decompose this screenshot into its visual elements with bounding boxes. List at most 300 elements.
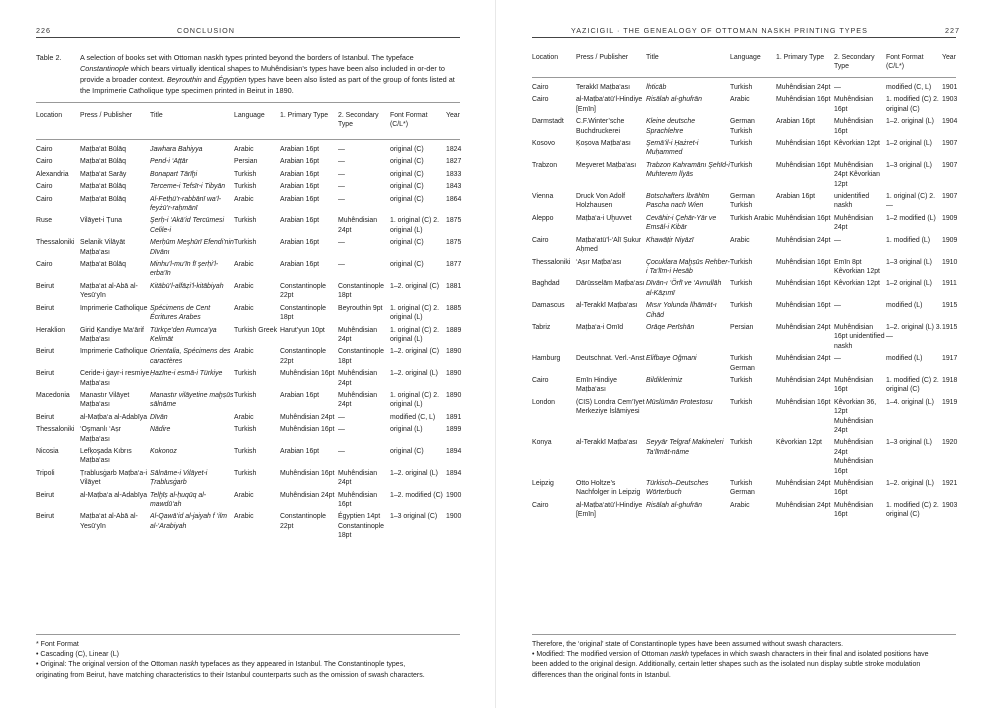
table-caption bbox=[36, 52, 460, 96]
table-row bbox=[532, 498, 964, 520]
table-cell: Muhêndisian 16pt bbox=[834, 501, 874, 519]
table-cell: Constantinople 22pt bbox=[280, 348, 326, 365]
table-cell: 1. modified (C) 2. original (C) bbox=[886, 501, 939, 519]
table-cell: Beirut bbox=[36, 513, 55, 521]
table-cell: 1907 bbox=[942, 193, 958, 201]
table-cell: Al-Fetḥü’r-rabbānī wa’l-feyżü’r-raḥmānī bbox=[150, 195, 222, 213]
table-cell: 1–2. original (L) bbox=[886, 118, 934, 126]
table-cell: Arabian 16pt bbox=[280, 391, 320, 399]
footnote-line: • Original: The original version of the Ottoman naskh typefaces as they appeared in Istanbul. The Constantinople types, bbox=[36, 661, 406, 669]
table-cell: — bbox=[338, 170, 345, 178]
table-cell: — bbox=[338, 239, 345, 247]
table-cell: Nicosia bbox=[36, 447, 59, 455]
column-header: Language bbox=[234, 112, 265, 119]
table-cell: Arabic bbox=[234, 513, 254, 521]
table-cell: Türkisch–Deutsches Wörterbuch bbox=[646, 480, 709, 497]
table-cell: Muhêndisian 16pt bbox=[280, 370, 335, 378]
table-cell: Muhêndisian 16pt bbox=[776, 280, 831, 288]
running-title: YAZICIGIL · THE GENEALOGY OF OTTOMAN NASKH PRINTING TYPES bbox=[571, 26, 868, 35]
table-cell: — bbox=[834, 302, 841, 310]
table-cell: Orāqe Perīshān bbox=[646, 323, 695, 331]
column-header: 2. Secondary Type bbox=[338, 112, 379, 129]
table-cell: Turkish German bbox=[730, 355, 755, 372]
table-cell: Arabic bbox=[234, 304, 254, 312]
table-cell: Constantinople 18pt bbox=[338, 282, 384, 300]
table-cell: Cairo bbox=[36, 158, 53, 166]
table-cell: Lefḳoşada Kıbrıs Maṭba‘ası bbox=[80, 447, 132, 465]
table-row bbox=[532, 136, 964, 158]
table-cell: original (C) bbox=[390, 170, 424, 178]
table-cell: Cairo bbox=[532, 96, 549, 104]
table-row bbox=[532, 320, 964, 351]
table-cell: Kêvorkian 36, 12pt Muhêndisian 24pt bbox=[834, 398, 877, 434]
table-cell: Cairo bbox=[36, 195, 53, 203]
header-divider bbox=[36, 139, 460, 140]
footnote-rule bbox=[36, 634, 460, 635]
table-cell: Muhêndisian 24pt bbox=[338, 326, 378, 343]
table-cell: Turkish bbox=[234, 447, 257, 455]
table-cell: Pend-i ‘Aṭṭār bbox=[150, 158, 188, 166]
table-cell: Cevāhir-i Çehār-Yār ve Emsāl-i Kibār bbox=[646, 214, 717, 232]
table-cell: Ḳoṣova Maṭba‘ası bbox=[576, 140, 631, 148]
table-cell: İhticāb bbox=[646, 84, 667, 91]
page-number: 227 bbox=[945, 26, 960, 35]
table-cell: Terakkī Maṭba‘ası bbox=[576, 84, 630, 91]
table-cell: Arabic bbox=[234, 282, 254, 290]
header-rule bbox=[36, 37, 460, 38]
table-row bbox=[36, 279, 468, 301]
table-cell: London bbox=[532, 398, 555, 406]
table-cell: 1915 bbox=[942, 323, 958, 331]
table-cell: 1. original (C) 2. — bbox=[886, 193, 936, 210]
footnote-line: originating from Beirut, have matching characteristics to their Istanbul counterparts such as the omission of swash characters. bbox=[36, 671, 425, 679]
table-cell: Arabian 16pt bbox=[280, 195, 320, 203]
table-cell: al-Maṭba‘atü’l-Hindiye [Emīn] bbox=[576, 96, 643, 113]
table-cell: 1917 bbox=[942, 355, 958, 363]
table-cell: Deutschnat. Verl.-Anst bbox=[576, 355, 645, 363]
table-cell: 1. modified (C) 2. original (C) bbox=[886, 96, 939, 113]
table-label: Table 2. bbox=[36, 53, 62, 62]
caption-rule bbox=[36, 102, 460, 103]
table-row bbox=[532, 351, 964, 373]
table-row bbox=[36, 509, 468, 540]
table-cell: Seyyār Telgraf Makineleri Ta‘līmāt-nāme bbox=[646, 439, 724, 456]
table-cell: Imprimerie Catholique bbox=[80, 348, 148, 356]
table-cell: Konya bbox=[532, 439, 552, 447]
table-cell: Muhêndisian 16pt unidentified naskh bbox=[834, 323, 885, 350]
table-cell: Jawhara Bahiyya bbox=[150, 146, 203, 153]
table-cell: Khawāṭir Niyāzī bbox=[646, 236, 694, 244]
table-cell: 1881 bbox=[446, 282, 462, 290]
table-row bbox=[36, 366, 468, 388]
table-cell: Turkish bbox=[234, 217, 257, 225]
table-row bbox=[36, 422, 468, 444]
table-cell: Beirut bbox=[36, 413, 55, 421]
column-header: Press / Publisher bbox=[576, 54, 629, 61]
table-cell: Manastır vilāyetine maḫṣūs sālnāme bbox=[150, 391, 234, 409]
table-cell: Aleppo bbox=[532, 214, 554, 222]
table-cell: Botschafters İbrāhīm Pascha nach Wien bbox=[646, 193, 710, 210]
footnote bbox=[532, 640, 962, 681]
table-cell: Dīvān-ı ‘Örfī ve ‘Avnullāh al-Kāẓımī bbox=[646, 280, 722, 297]
table-cell: 1–3 original (L) bbox=[886, 161, 932, 169]
table-cell: 1911 bbox=[942, 280, 957, 288]
table-cell: 1–2 original (L) bbox=[886, 140, 932, 148]
table-cell: Muhêndisian 24pt bbox=[338, 217, 378, 234]
table-cell: 1. original (C) 2. original (L) bbox=[390, 304, 440, 322]
table-cell: Muhêndisian 16pt bbox=[776, 258, 831, 266]
table-cell: 1921 bbox=[942, 480, 958, 488]
table-cell: 1. modified (L) bbox=[886, 236, 931, 244]
table-cell: 1889 bbox=[446, 326, 462, 334]
table-cell: Merḥūm Meşhūrī Efendi’nin Dīvānı bbox=[150, 239, 234, 256]
table-cell: original (C) bbox=[390, 158, 424, 166]
table-cell: German Turkish bbox=[730, 118, 755, 135]
table-cell: Muhêndisian 16pt bbox=[834, 96, 874, 113]
table-cell: ‘Oşmanlı ‘Aṣr Maṭba‘ası bbox=[80, 426, 121, 443]
table-cell: Spécimens de Cent Écritures Arabes bbox=[150, 304, 211, 322]
table-row bbox=[36, 235, 468, 257]
table-cell: 1–4. original (L) bbox=[886, 398, 934, 406]
table-row bbox=[532, 298, 964, 320]
table-cell: Muhêndisian 16pt bbox=[280, 469, 335, 477]
table-cell: Harut’yun 10pt bbox=[280, 326, 325, 334]
table-cell: Constantinople 18pt bbox=[338, 348, 384, 365]
table-cell: Turkish bbox=[234, 239, 257, 247]
table-cell: 1900 bbox=[446, 491, 462, 499]
table-cell: Arabian 16pt bbox=[280, 261, 320, 269]
table-cell: Kleine deutsche Sprachlehre bbox=[646, 118, 696, 135]
table-cell: Turkish bbox=[234, 370, 257, 378]
table-cell: Turkish bbox=[234, 183, 257, 191]
table-cell: Muhêndisian 24pt bbox=[776, 236, 831, 244]
column-header: 2. Secondary Type bbox=[834, 54, 875, 71]
table-cell: original (C) bbox=[390, 261, 424, 269]
table-cell: 1–3 original (L) bbox=[886, 439, 932, 447]
table-cell: Beyrouthin 9pt bbox=[338, 304, 383, 312]
column-header: Press / Publisher bbox=[80, 112, 133, 119]
table-cell: 1. original (C) 2. original (L) bbox=[390, 391, 440, 409]
table-cell: 1864 bbox=[446, 195, 462, 203]
table-cell: 1890 bbox=[446, 370, 462, 378]
table-cell: 1894 bbox=[446, 469, 462, 477]
table-cell: Muhêndisian 16pt bbox=[834, 376, 874, 394]
footnote-line: • Modified: The modified version of Ottoman naskh typefaces in which swash characters in their final and isolated positions have bbox=[532, 651, 929, 659]
table-cell: 1900 bbox=[446, 513, 462, 521]
table-cell: Thessaloniki bbox=[532, 258, 571, 266]
table-cell: Cairo bbox=[36, 146, 53, 153]
table-row bbox=[532, 158, 964, 189]
table-cell: Minhu’l-mu‘īn fī şerḥi’l-erba‘īn bbox=[150, 261, 219, 278]
table-cell: 1–2. modified (C) bbox=[390, 491, 443, 499]
table-cell: Muhêndisian 16pt bbox=[834, 480, 874, 497]
table-row bbox=[36, 257, 468, 279]
table-cell: Bonapart Tārīḫi bbox=[150, 170, 198, 178]
table-cell: Turkish Arabic bbox=[730, 214, 774, 222]
table-cell: Arabian 16pt bbox=[280, 183, 320, 191]
table-cell: 1909 bbox=[942, 214, 958, 222]
table-cell: Maṭba‘at Būlāq bbox=[80, 195, 126, 203]
table-cell: Al-Qawā‘id al-jaiyah f ‘ilm al-‘Arabiyah bbox=[150, 513, 227, 530]
table-cell: Persian bbox=[730, 323, 754, 331]
table-cell: Hamburg bbox=[532, 355, 561, 363]
table-cell: Arabic bbox=[234, 146, 254, 153]
table-cell: — bbox=[338, 183, 345, 191]
table-row bbox=[36, 488, 468, 510]
table-cell: — bbox=[338, 261, 345, 269]
table-cell: original (L) bbox=[390, 426, 423, 434]
table-cell: Muhêndisian 24pt Muhêndisian 16pt bbox=[834, 439, 874, 475]
table-row bbox=[36, 301, 468, 323]
table-cell: C.F.Winter’sche Buchdruckerei bbox=[576, 118, 625, 135]
table-cell: original (C) bbox=[390, 146, 424, 153]
table-cell: al-Terakkī Maṭba‘ası bbox=[576, 302, 638, 310]
table-cell: Muhêndisian 16pt bbox=[338, 491, 378, 508]
table-cell: Emīn 8pt Kêvorkian 12pt bbox=[834, 258, 880, 275]
table-cell: Arabic bbox=[730, 501, 750, 509]
table-cell: Turkish bbox=[730, 258, 753, 266]
header-rule bbox=[532, 37, 956, 38]
table-cell: 1890 bbox=[446, 391, 462, 399]
table-header bbox=[36, 111, 468, 130]
table-cell: Cairo bbox=[36, 261, 53, 269]
table-cell: Arabic bbox=[234, 491, 254, 499]
table-cell: Beirut bbox=[36, 370, 55, 378]
table-cell: Arabian 16pt bbox=[280, 146, 320, 153]
table-cell: Sālnāme-i Vilāyet-i Ṭrablusġarb bbox=[150, 469, 208, 487]
table-row bbox=[36, 179, 468, 191]
table-cell: Elifbaye Oğmani bbox=[646, 355, 697, 363]
table-cell: Maṭba‘at Būlāq bbox=[80, 158, 126, 166]
table-cell: Égyptien 14pt Constantinople 18pt bbox=[338, 513, 384, 540]
table-cell: Maṭba‘atü’l-‘Alī Ṣukur Aḥmed bbox=[576, 236, 642, 254]
table-cell: Arabic bbox=[730, 96, 750, 104]
table-cell: Turkish bbox=[234, 170, 257, 178]
table-row bbox=[36, 466, 468, 488]
table-row bbox=[36, 344, 468, 366]
table-cell: original (C) bbox=[390, 447, 424, 455]
table-cell: Baghdad bbox=[532, 280, 560, 288]
table-cell: Arabian 16pt bbox=[280, 170, 320, 178]
table-cell: Arabic bbox=[730, 236, 750, 244]
table-cell: 1901 bbox=[942, 84, 958, 91]
table-cell: Girid Ḳandiye Ma‘ārif Maṭba‘ası bbox=[80, 326, 144, 343]
table-row bbox=[36, 213, 468, 235]
table-cell: Nādire bbox=[150, 426, 171, 434]
table-cell: Arabian 16pt bbox=[280, 447, 320, 455]
footnote-line: * Font Format bbox=[36, 641, 79, 648]
table-cell: Beirut bbox=[36, 348, 55, 356]
table-cell: Muhêndisian 24pt bbox=[776, 355, 831, 363]
table-cell: Muhêndisian 16pt bbox=[834, 118, 874, 135]
column-header: Title bbox=[150, 112, 163, 119]
table-cell: Thessaloniki bbox=[36, 239, 75, 247]
table-cell: Muhêndisian 16pt bbox=[776, 302, 831, 310]
table-cell: Constantinople 22pt bbox=[280, 282, 326, 300]
table-cell: Ḥazīne-i esmā-i Türkiye bbox=[150, 370, 223, 378]
table-header bbox=[532, 53, 964, 72]
table-cell: Vilāyet-i Ṭuna bbox=[80, 217, 123, 225]
table-cell: Ceride-i ġayr-i resmiye Maṭba‘ası bbox=[80, 370, 150, 387]
table-cell: Maṭba‘at Būlāq bbox=[80, 261, 126, 269]
table-cell: — bbox=[338, 426, 345, 434]
table-cell: 1891 bbox=[446, 413, 462, 421]
table-cell: unidentified naskh bbox=[834, 193, 870, 210]
table-row bbox=[36, 154, 468, 166]
table-row bbox=[36, 444, 468, 466]
table-cell: Muhêndisian 16pt bbox=[776, 398, 831, 406]
table-row bbox=[532, 233, 964, 255]
table-cell: Muhêndisian 24pt bbox=[776, 480, 831, 488]
table-cell: Turkish bbox=[730, 140, 753, 148]
table-cell: Constantinople 18pt bbox=[280, 304, 326, 322]
table-row bbox=[36, 323, 468, 345]
table-cell: modified (L) bbox=[886, 302, 923, 310]
table-cell: Risālah al-ghufrān bbox=[646, 501, 702, 509]
table-cell: modified (C, L) bbox=[390, 413, 436, 421]
table-cell: Kêvorkian 12pt bbox=[776, 439, 822, 447]
table-cell: Turkish bbox=[730, 398, 753, 406]
table-cell: Macedonia bbox=[36, 391, 70, 399]
table-cell: Müslümān Protestosu bbox=[646, 398, 713, 406]
table-cell: — bbox=[834, 236, 841, 244]
table-cell: German Turkish bbox=[730, 193, 755, 210]
table-cell: Kêvorkian 12pt bbox=[834, 140, 880, 148]
table-cell: Muhêndisian 16pt bbox=[776, 214, 831, 222]
caption-text: A selection of books set with Ottoman naskh types printed beyond the borders of Istanbul. The typeface Constantinople which bears virtually identical shapes to Muhêndisian’s types have been also included in or-der to provide a broader context. Beyrouthin and Égyptien types have been also listed as part of the group of fonts listed at the Imprimerie Catholique type specimen printed in Beirut in 1890. bbox=[80, 53, 455, 95]
table-cell: Beirut bbox=[36, 304, 55, 312]
table-cell: Trabzon Kahramānı Şehīd-i Muhterem İlyās bbox=[646, 161, 730, 179]
table-row bbox=[532, 189, 964, 211]
table-cell: Turkish bbox=[234, 391, 257, 399]
table-cell: 1–2. original (L) bbox=[390, 469, 438, 477]
column-header: Location bbox=[532, 54, 559, 61]
column-header: 1. Primary Type bbox=[776, 54, 825, 61]
table-cell: Imprimerie Catholique bbox=[80, 304, 148, 312]
table-cell: Maṭba‘at Sarāy bbox=[80, 170, 127, 178]
table-cell: Muhêndisian 16pt bbox=[776, 161, 831, 169]
footnote-line: differences than the original fonts in Istanbul. bbox=[532, 671, 671, 679]
table-cell: Çocuklara Maḫṣūs Rehber-i Ta‘līm-i Hesāb bbox=[646, 258, 730, 275]
footnote-line: been added to the original design. Additionally, certain letter shapes such as the isolated nun display subtle stroke modulation bbox=[532, 661, 921, 669]
table-cell: 1875 bbox=[446, 239, 462, 247]
table-cell: 1827 bbox=[446, 158, 462, 166]
table-cell: al-Maṭba‘a al-Adabīya bbox=[80, 491, 148, 499]
table-cell: 1920 bbox=[942, 439, 958, 447]
table-cell: Risālah al-ghufrān bbox=[646, 96, 702, 104]
table-row bbox=[532, 476, 964, 498]
table-cell: Mısır Yolunda İlhāmāt-ı Cihād bbox=[646, 302, 717, 319]
table-cell: Turkish bbox=[730, 161, 753, 169]
column-header: Location bbox=[36, 112, 63, 119]
column-header: Title bbox=[646, 54, 659, 61]
table-cell: Şemā’il-i Ḥażret-i Muḥammed bbox=[646, 140, 699, 157]
table-cell: Muhêndisian 16pt bbox=[776, 140, 831, 148]
table-cell: Leipzig bbox=[532, 480, 554, 488]
table-cell: Ṭrablusġarb Maṭba‘a-i Vilāyet bbox=[80, 469, 148, 487]
table-row bbox=[532, 435, 964, 476]
table-cell: al-Maṭba‘a al-Adabīya bbox=[80, 413, 148, 421]
table-cell: — bbox=[834, 84, 841, 91]
table-cell: 1–3 original (L) bbox=[886, 258, 932, 266]
table-cell: Arabian 16pt bbox=[280, 158, 320, 166]
column-header: 1. Primary Type bbox=[280, 112, 329, 119]
table-cell: Orientalia, Spécimens des caractères bbox=[150, 348, 231, 365]
table-cell: Druck Von Adolf Holzhausen bbox=[576, 193, 626, 210]
table-cell: 1903 bbox=[942, 501, 958, 509]
table-cell: Arabian 16pt bbox=[776, 118, 816, 126]
table-cell: Muhêndisian 16pt bbox=[280, 426, 335, 434]
table-cell: Manastır Vilāyet Maṭba‘ası bbox=[80, 391, 130, 409]
table-cell: Beirut bbox=[36, 282, 55, 290]
table-cell: Muhêndisian 24pt bbox=[280, 491, 335, 499]
table-cell: Muhêndisian 24pt bbox=[338, 469, 378, 487]
table-cell: Persian bbox=[234, 158, 258, 166]
table-cell: 1907 bbox=[942, 161, 958, 169]
table-cell: 1894 bbox=[446, 447, 462, 455]
table-cell: Arabic bbox=[234, 348, 254, 356]
right-page bbox=[496, 0, 992, 708]
table-cell: Turkish bbox=[234, 469, 257, 477]
table-cell: Turkish bbox=[730, 302, 753, 310]
table-cell: Arabic bbox=[234, 195, 254, 203]
table-cell: — bbox=[338, 413, 345, 421]
table-cell: Beirut bbox=[36, 491, 55, 499]
table-cell: ‘Aṣır Maṭba‘ası bbox=[576, 258, 622, 266]
table-cell: Turkish bbox=[730, 84, 753, 91]
table-row bbox=[532, 255, 964, 277]
table-cell: 1. modified (C) 2. original (C) bbox=[886, 376, 939, 394]
footnote-line: Therefore, the ‘original’ state of Constantinople types have been assumed without swash characters. bbox=[532, 641, 844, 648]
column-header: Font Format (C/L*) bbox=[390, 112, 428, 129]
table-cell: al-Maṭba‘atü’l-Hindiye [Emīn] bbox=[576, 501, 643, 519]
running-title: CONCLUSION bbox=[177, 26, 235, 35]
table-cell: Şerḥ-i ‘Akā’id Tercümesi Celile-i bbox=[150, 217, 225, 234]
table-cell: modified (L) bbox=[886, 355, 923, 363]
table-cell: Constantinople 22pt bbox=[280, 513, 326, 530]
table-cell: 1918 bbox=[942, 376, 958, 384]
table-cell: Türkçe’den Rumca’ya Kelimāt bbox=[150, 326, 217, 343]
table-cell: Turkish bbox=[234, 426, 257, 434]
table-cell: Turkish bbox=[730, 439, 753, 447]
table-cell: Maṭba‘a-i Omīd bbox=[576, 323, 624, 331]
table-row bbox=[36, 410, 468, 422]
table-cell: Selanik Vilāyāt Maṭba‘ası bbox=[80, 239, 126, 256]
table-cell: 1–2 modified (L) bbox=[886, 214, 936, 222]
table-cell: 1–2. original (L) bbox=[886, 480, 934, 488]
table-cell: Heraklion bbox=[36, 326, 66, 334]
table-cell: Meşveret Maṭba‘ası bbox=[576, 161, 637, 169]
table-cell: Thessaloniki bbox=[36, 426, 75, 434]
table-cell: 1907 bbox=[942, 140, 958, 148]
table-cell: Maṭba‘at Būlāq bbox=[80, 183, 126, 191]
table-cell: 1. original (C) 2. original (L) bbox=[390, 217, 440, 234]
table-cell: 1. original (C) 2. original (L) bbox=[390, 326, 440, 343]
table-cell: 1899 bbox=[446, 426, 462, 434]
table-cell: 1915 bbox=[942, 302, 958, 310]
column-header: Language bbox=[730, 54, 761, 61]
table-cell: Alexandria bbox=[36, 170, 69, 178]
table-cell: Muhêndisian 24pt bbox=[776, 84, 831, 91]
table-cell: Cairo bbox=[532, 236, 549, 244]
table-cell: Cairo bbox=[532, 84, 549, 91]
table-cell: Damascus bbox=[532, 302, 565, 310]
table-cell: Maṭba‘a-i Uḫuvvet bbox=[576, 214, 632, 222]
table-cell: — bbox=[338, 195, 345, 203]
table-cell: 1–2. original (C) bbox=[390, 282, 440, 290]
table-row bbox=[532, 373, 964, 395]
table-cell: Kêvorkian 12pt bbox=[834, 280, 880, 288]
